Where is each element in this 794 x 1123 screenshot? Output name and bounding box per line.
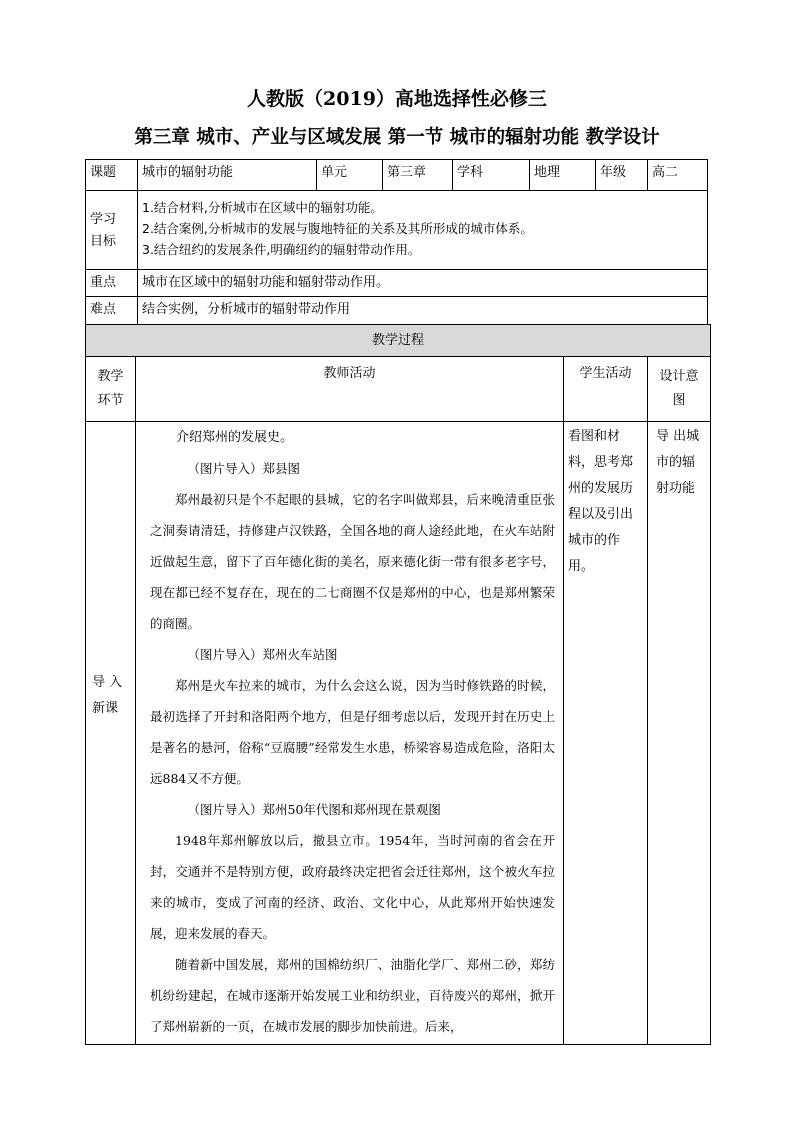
document-title: 人教版（2019）高地选择性必修三	[247, 88, 547, 110]
objective-item: 3.结合纽约的发展条件,明确纽约的辐射带动作用。	[142, 242, 421, 257]
col-stage-header-line1: 教学	[97, 369, 124, 384]
teacher-paragraph: （图片导入）郑州50年代图和郑州现在景观图	[187, 802, 441, 817]
stage-intro	[86, 422, 136, 1045]
topic-value: 城市的辐射功能	[138, 160, 317, 191]
stage-intro-line2: 新课	[92, 701, 119, 716]
teacher-paragraph: 郑州最初只是个不起眼的县城，它的名字叫做郑县，后来晚清重臣张之洞奏请清廷，持修建卢汉铁路，全国各地的商人途经此地，在火车站附近做起生意，留下了百年德化街的美名，原来德化街一带有很多老字号，现在都已经不复存在，现在的二七商圈不仅是郑州的中心，也是郑州繁荣的商圈。	[150, 492, 555, 631]
student-activity: 看图和材料，思考郑州的发展历程以及引出城市的作用。	[564, 422, 648, 1045]
subject-value: 地理	[530, 160, 596, 191]
key-point-label: 重点	[86, 270, 138, 297]
objectives-label-line2: 目标	[90, 234, 117, 249]
col-design-header	[648, 357, 711, 422]
objective-item: 1.结合材料,分析城市在区域中的辐射功能。	[142, 200, 383, 215]
unit-label: 单元	[317, 160, 383, 191]
col-design-header-line1: 设计意	[659, 369, 699, 384]
col-stage-header	[86, 357, 136, 422]
teacher-paragraph: 介绍郑州的发展史。	[176, 430, 294, 445]
objective-item: 2.结合案例,分析城市的发展与腹地特征的关系及其所形成的城市体系。	[142, 221, 533, 236]
teacher-paragraph: （图片导入）郑州火车站图	[187, 647, 338, 662]
col-teacher-header: 教师活动	[136, 357, 564, 422]
teacher-paragraph: 1948年郑州解放以后，撤县立市。1954年，当时河南的省会在开封，交通并不是特别方便，政府最终决定把省会迁往郑州，这个被火车拉来的城市，变成了河南的经济、政治、文化中心，从此郑州开始快速发展，迎来发展的春天。	[150, 833, 555, 941]
info-table	[85, 159, 708, 325]
teacher-paragraph: 郑州是火车拉来的城市，为什么会这么说，因为当时修铁路的时候，最初选择了开封和洛阳两个地方，但是仔细考虑以后，发现开封在历史上是著名的悬河，俗称“豆腐腰”经常发生水患，桥梁容易造成危险，洛阳太远884又不方便。	[150, 678, 555, 786]
teacher-paragraph: 随着新中国发展，郑州的国棉纺织厂、油脂化学厂、郑州二砂，郑纺机纷纷建起，在城市逐渐开始发展工业和纺织业，百待废兴的郑州，掀开了郑州崭新的一页，在城市发展的脚步加快前进。后来，	[150, 957, 555, 1034]
teacher-activity	[136, 422, 564, 1045]
col-student-header: 学生活动	[564, 357, 648, 422]
objectives-list	[138, 191, 708, 270]
objectives-label-line1: 学习	[90, 212, 117, 227]
grade-label: 年级	[596, 160, 648, 191]
unit-value: 第三章	[383, 160, 453, 191]
stage-intro-line1: 导 入	[92, 675, 123, 690]
document-subtitle: 第三章 城市、产业与区域发展 第一节 城市的辐射功能 教学设计	[134, 127, 660, 148]
key-point-value: 城市在区域中的辐射功能和辐射带动作用。	[138, 270, 708, 297]
process-heading: 教学过程	[86, 325, 711, 357]
col-design-header-line2: 图	[672, 393, 686, 408]
grade-value: 高二	[648, 160, 708, 191]
teacher-paragraph: （图片导入）郑县图	[187, 461, 301, 476]
process-table	[85, 324, 711, 1045]
topic-label: 课题	[86, 160, 138, 191]
col-stage-header-line2: 环节	[97, 393, 124, 408]
design-intent: 导 出城市的辐射功能	[648, 422, 711, 1045]
subject-label: 学科	[453, 160, 530, 191]
objectives-label	[86, 191, 138, 270]
difficulty-label: 难点	[86, 297, 138, 325]
difficulty-value: 结合实例，分析城市的辐射带动作用	[138, 297, 708, 325]
